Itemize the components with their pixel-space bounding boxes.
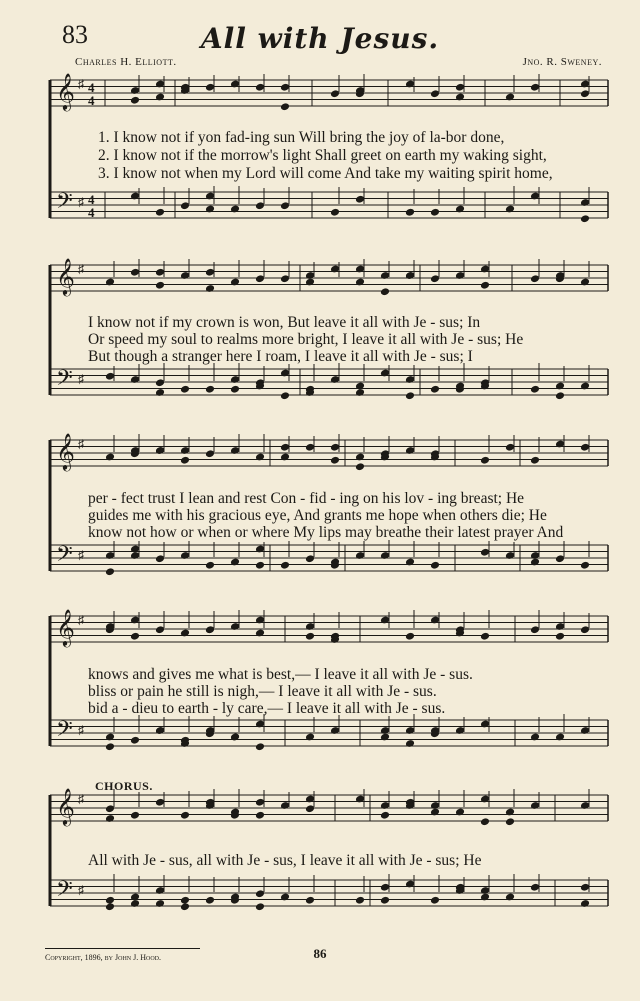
lyric-line: Or speed my soul to realms more bright, I leave it all with Je - sus; He bbox=[88, 332, 524, 348]
note-head bbox=[455, 205, 465, 214]
note-head bbox=[155, 93, 165, 102]
note-head bbox=[405, 391, 415, 400]
note-head bbox=[430, 808, 440, 817]
note-head bbox=[330, 208, 340, 217]
sharp-icon: ♯ bbox=[78, 883, 84, 897]
note-head bbox=[505, 205, 515, 214]
note-head bbox=[205, 561, 215, 570]
chorus-label: CHORUS. bbox=[95, 779, 153, 793]
lyric-line: bid a - dieu to earth - ly care,— I leave it all with Je - sus. bbox=[88, 701, 446, 717]
sharp-icon: ♯ bbox=[78, 792, 84, 806]
sharp-icon: ♯ bbox=[78, 77, 84, 91]
note-head bbox=[180, 811, 190, 820]
note-head bbox=[105, 453, 115, 462]
lyric-line: guides me with his gracious eye, And grants me hope when others die; He bbox=[88, 508, 547, 524]
bass-clef-icon: 𝄢 bbox=[56, 717, 73, 747]
note-head bbox=[455, 93, 465, 102]
lyric-line: per - fect trust I lean and rest Con - fid - ing on his lov - ing breast; He bbox=[88, 491, 525, 507]
note-head bbox=[355, 382, 365, 391]
note-head bbox=[230, 205, 240, 214]
note-head bbox=[255, 453, 265, 462]
note-head bbox=[305, 278, 315, 287]
note-head bbox=[405, 632, 415, 641]
treble-clef-icon: 𝄞 bbox=[56, 72, 75, 110]
sharp-icon: ♯ bbox=[78, 613, 84, 627]
note-head bbox=[280, 893, 290, 902]
note-head bbox=[505, 817, 515, 826]
bass-clef-icon: 𝄢 bbox=[56, 542, 73, 572]
note-head bbox=[355, 278, 365, 287]
note-head bbox=[355, 388, 365, 397]
sharp-icon: ♯ bbox=[78, 548, 84, 562]
note-head bbox=[130, 893, 140, 902]
treble-clef-icon: 𝄞 bbox=[56, 432, 75, 470]
lyric-line: know not how or when or where My lips may breathe their latest prayer And bbox=[88, 525, 564, 541]
note-head bbox=[505, 93, 515, 102]
note-head bbox=[355, 453, 365, 462]
lyric-line: 3. I know not when my Lord will come And take my waiting spirit home, bbox=[98, 166, 553, 182]
note-head bbox=[505, 808, 515, 817]
lyric-line: 1. I know not if yon fad-ing sun Will bring the joy of la-bor done, bbox=[98, 130, 505, 146]
note-head bbox=[280, 102, 290, 111]
note-head bbox=[205, 896, 215, 905]
sharp-icon: ♯ bbox=[78, 372, 84, 386]
note-head bbox=[530, 558, 540, 567]
note-head bbox=[505, 893, 515, 902]
note-head bbox=[430, 208, 440, 217]
note-head bbox=[305, 896, 315, 905]
note-head bbox=[430, 561, 440, 570]
note-head bbox=[155, 281, 165, 290]
note-head bbox=[430, 896, 440, 905]
note-head bbox=[380, 811, 390, 820]
note-head bbox=[130, 811, 140, 820]
note-head bbox=[255, 629, 265, 638]
sharp-icon: ♯ bbox=[78, 723, 84, 737]
note-head bbox=[330, 456, 340, 465]
note-head bbox=[480, 817, 490, 826]
note-head bbox=[105, 902, 115, 911]
note-head bbox=[105, 278, 115, 287]
note-head bbox=[105, 814, 115, 823]
note-head bbox=[280, 391, 290, 400]
note-head bbox=[555, 632, 565, 641]
note-head bbox=[155, 388, 165, 397]
lyric-line: I know not if my crown is won, But leave it all with Je - sus; In bbox=[88, 315, 481, 331]
note-head bbox=[380, 287, 390, 296]
note-head bbox=[205, 385, 215, 394]
treble-clef-icon: 𝄞 bbox=[56, 257, 75, 295]
sharp-icon: ♯ bbox=[78, 437, 84, 451]
note-head bbox=[105, 742, 115, 751]
hymn-title: All with Jesus. bbox=[200, 22, 440, 55]
note-head bbox=[580, 382, 590, 391]
note-head bbox=[380, 733, 390, 742]
note-head bbox=[455, 808, 465, 817]
note-head bbox=[530, 733, 540, 742]
note-head bbox=[180, 385, 190, 394]
copyright-notice: Copyright, 1896, by John J. Hood. bbox=[45, 953, 162, 962]
note-head bbox=[130, 632, 140, 641]
note-head bbox=[305, 733, 315, 742]
note-head bbox=[130, 96, 140, 105]
note-head bbox=[405, 739, 415, 748]
lyric-line: 2. I know not if the morrow's light Shall greet on earth my waking sight, bbox=[98, 148, 547, 164]
note-head bbox=[105, 896, 115, 905]
note-head bbox=[180, 902, 190, 911]
note-head bbox=[255, 811, 265, 820]
note-head bbox=[530, 456, 540, 465]
note-head bbox=[105, 733, 115, 742]
sharp-icon: ♯ bbox=[78, 262, 84, 276]
note-head bbox=[430, 385, 440, 394]
sharp-icon: ♯ bbox=[78, 195, 84, 209]
note-head bbox=[280, 453, 290, 462]
lyric-line: All with Je - sus, all with Je - sus, I leave it all with Je - sus; He bbox=[88, 853, 482, 869]
note-head bbox=[155, 208, 165, 217]
lyricist-credit: Charles H. Elliott. bbox=[75, 56, 177, 68]
note-head bbox=[155, 899, 165, 908]
treble-clef-icon: 𝄞 bbox=[56, 608, 75, 646]
note-head bbox=[580, 278, 590, 287]
note-head bbox=[480, 281, 490, 290]
note-head bbox=[230, 558, 240, 567]
time-signature: 4 bbox=[88, 93, 95, 108]
lyric-line: bliss or pain he still is nigh,— I leave it all with Je - sus. bbox=[88, 684, 437, 700]
note-head bbox=[105, 567, 115, 576]
note-head bbox=[180, 896, 190, 905]
note-head bbox=[230, 385, 240, 394]
note-head bbox=[555, 382, 565, 391]
note-head bbox=[255, 902, 265, 911]
note-head bbox=[230, 278, 240, 287]
note-head bbox=[255, 561, 265, 570]
note-head bbox=[530, 385, 540, 394]
lyric-line: But though a stranger here I roam, I leave it all with Je - sus; I bbox=[88, 349, 473, 365]
note-head bbox=[205, 205, 215, 214]
bass-clef-icon: 𝄢 bbox=[56, 366, 73, 396]
note-head bbox=[205, 284, 215, 293]
note-head bbox=[355, 462, 365, 471]
note-head bbox=[355, 896, 365, 905]
page-number: 86 bbox=[313, 946, 327, 961]
note-head bbox=[580, 561, 590, 570]
note-head bbox=[180, 629, 190, 638]
note-head bbox=[305, 632, 315, 641]
note-head bbox=[480, 632, 490, 641]
treble-clef-icon: 𝄞 bbox=[56, 787, 75, 825]
bass-clef-icon: 𝄢 bbox=[56, 189, 73, 219]
composer-credit: Jno. R. Sweney. bbox=[522, 56, 602, 68]
note-head bbox=[480, 893, 490, 902]
note-head bbox=[580, 899, 590, 908]
note-head bbox=[255, 742, 265, 751]
note-head bbox=[480, 456, 490, 465]
note-head bbox=[130, 736, 140, 745]
note-head bbox=[405, 208, 415, 217]
bass-clef-icon: 𝄢 bbox=[56, 877, 73, 907]
note-head bbox=[555, 391, 565, 400]
note-head bbox=[580, 214, 590, 223]
time-signature: 4 bbox=[88, 205, 95, 220]
note-head bbox=[180, 456, 190, 465]
lyric-line: knows and gives me what is best,— I leave it all with Je - sus. bbox=[88, 667, 473, 683]
hymn-number: 83 bbox=[62, 20, 88, 49]
time-signature: 4 bbox=[88, 80, 95, 95]
note-head bbox=[380, 896, 390, 905]
note-head bbox=[405, 558, 415, 567]
note-head bbox=[555, 733, 565, 742]
note-head bbox=[280, 561, 290, 570]
note-head bbox=[230, 733, 240, 742]
time-signature: 4 bbox=[88, 192, 95, 207]
note-head bbox=[130, 899, 140, 908]
